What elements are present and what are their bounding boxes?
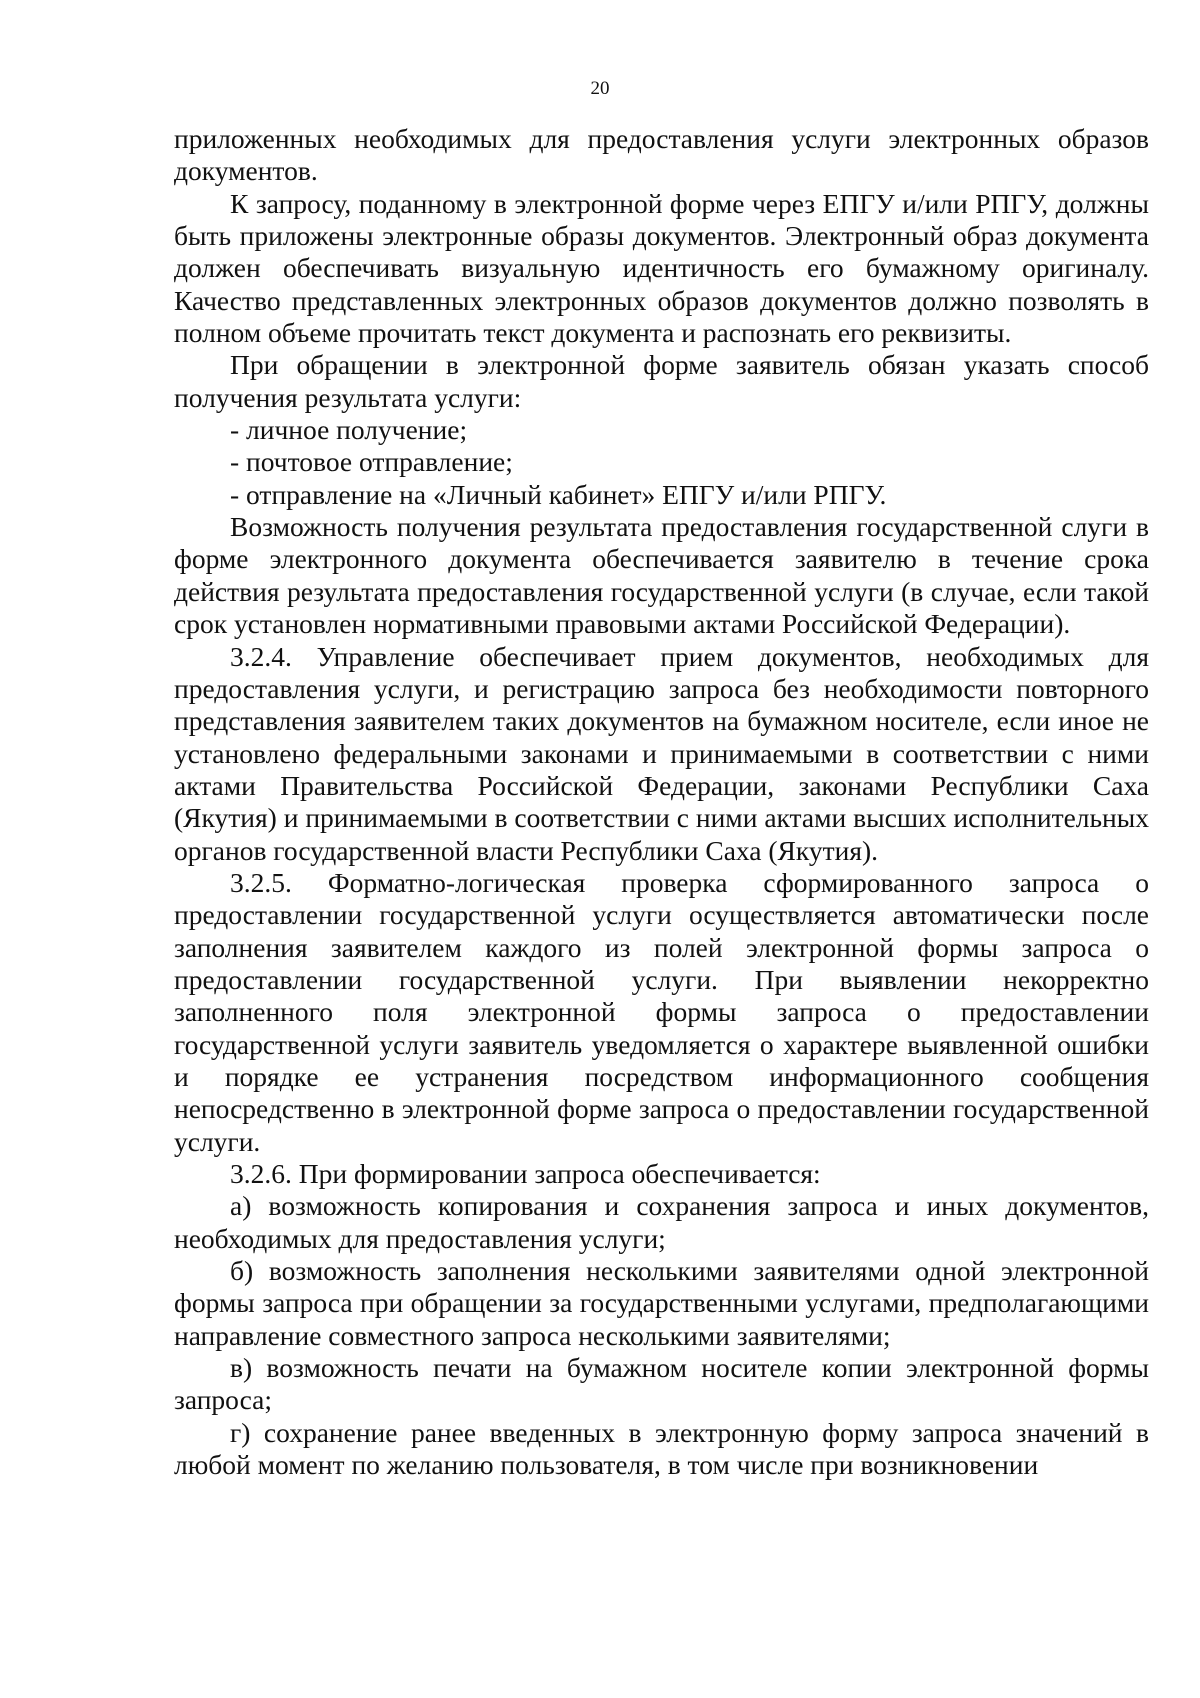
document-body: [174, 123, 1149, 1481]
list-item: б) возможность заполнения несколькими заявителями одной электронной формы запроса при обращении за государственными услугами, предполагающими направление совместного запроса несколькими заявителями;: [174, 1255, 1149, 1351]
paragraph: К запросу, поданному в электронной форме через ЕПГУ и/или РПГУ, должны быть приложены электронные образы документов. Электронный образ документа должен обеспечивать визуальную идентичность его бумажному оригиналу. Качество представленных электронных образов документов должно позволять в полном объеме прочитать текст документа и распознать его реквизиты.: [174, 187, 1149, 349]
list-item: г) сохранение ранее введенных в электронную форму запроса значений в любой момент по желанию пользователя, в том числе при возникновении: [174, 1416, 1149, 1481]
list-item: - личное получение;: [230, 414, 468, 446]
page-number: 20: [590, 78, 610, 99]
list-item: а) возможность копирования и сохранения запроса и иных документов, необходимых для предоставления услуги;: [174, 1190, 1149, 1254]
paragraph: 3.2.4. Управление обеспечивает прием документов, необходимых для предоставления услуги, и регистрацию запроса без необходимости повторного представления заявителем таких документов на бумажном носителе, если иное не установлено федеральными законами и принимаемыми в соответствии с ними актами Правительства Российской Федерации, законами Республики Саха (Якутия) и принимаемыми в соответствии с ними актами высших исполнительных органов государственной власти Республики Саха (Якутия).: [174, 640, 1149, 866]
list-item: в) возможность печати на бумажном носителе копии электронной формы запроса;: [174, 1352, 1149, 1416]
paragraph: 3.2.5. Форматно-логическая проверка сформированного запроса о предоставлении государственной услуги осуществляется автоматически после заполнения заявителем каждого из полей электронной формы запроса о предоставлении государственной услуги. При выявлении некорректно заполненного поля электронной формы запроса о предоставлении государственной услуги заявитель уведомляется о характере выявленной ошибки и порядке ее устранения посредством информационного сообщения непосредственно в электронной форме запроса о предоставлении государственной услуги.: [174, 866, 1149, 1157]
paragraph: 3.2.6. При формировании запроса обеспечивается:: [230, 1158, 821, 1189]
list-item: - почтовое отправление;: [230, 446, 513, 478]
paragraph: При обращении в электронной форме заявитель обязан указать способ получения результата услуги:: [174, 349, 1149, 413]
paragraph: приложенных необходимых для предоставления услуги электронных образов документов.: [174, 123, 1149, 187]
list-item: - отправление на «Личный кабинет» ЕПГУ и/или РПГУ.: [230, 478, 887, 510]
paragraph: Возможность получения результата предоставления государственной слуги в форме электронного документа обеспечивается заявителю в течение срока действия результата предоставления государственной услуги (в случае, если такой срок установлен нормативными правовыми актами Российской Федерации).: [174, 511, 1149, 640]
